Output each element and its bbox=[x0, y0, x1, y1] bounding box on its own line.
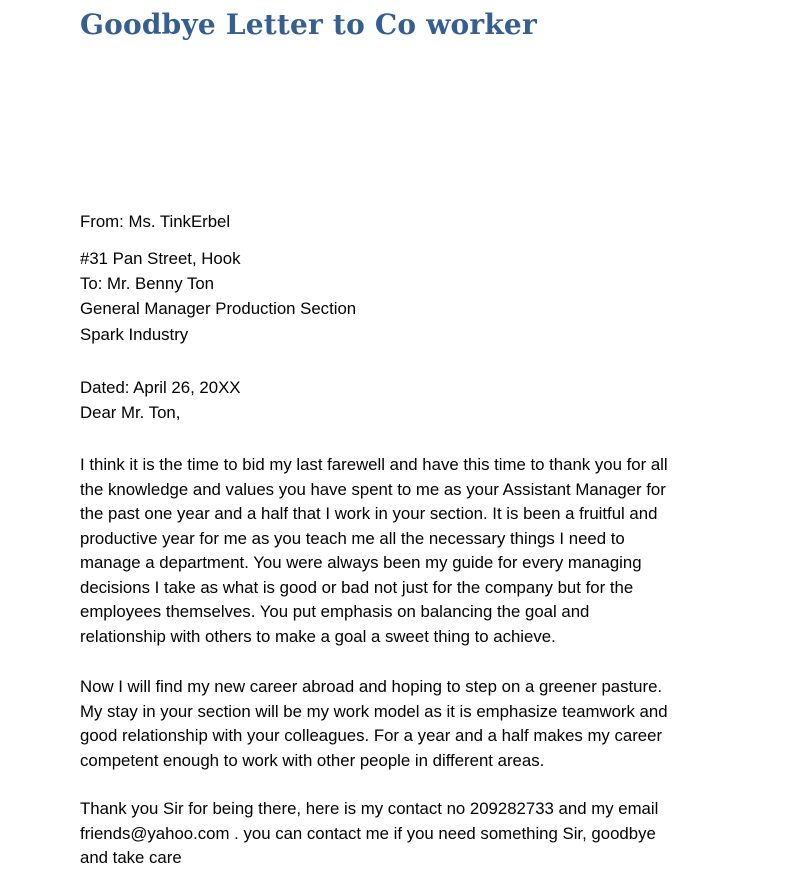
document-title: Goodbye Letter to Co worker bbox=[80, 8, 537, 41]
paragraph-line: relationship with others to make a goal a sweet thing to achieve. bbox=[80, 626, 556, 646]
paragraph-line: employees themselves. You put emphasis on balancing the goal and bbox=[80, 602, 590, 621]
body-paragraph-2 bbox=[80, 675, 720, 773]
body-paragraph-1 bbox=[80, 453, 720, 649]
paragraph-line: the past one year and a half that I work in your section. It is been a fruitful and bbox=[80, 504, 658, 523]
date-line: Dated: April 26, 20XX bbox=[80, 378, 241, 397]
to-line: To: Mr. Benny Ton bbox=[80, 274, 215, 293]
paragraph-line: Now I will find my new career abroad and hoping to step on a greener pasture. bbox=[80, 677, 663, 696]
recipient-title: General Manager Production Section bbox=[80, 299, 357, 318]
paragraph-line: competent enough to work with other people in different areas. bbox=[80, 750, 545, 770]
paragraph-line: My stay in your section will be my work model as it is emphasize teamwork and bbox=[80, 701, 668, 721]
paragraph-line: I think it is the time to bid my last farewell and have this time to thank you for all bbox=[80, 455, 668, 474]
paragraph-line: decisions I take as what is good or bad not just for the company but for the bbox=[80, 577, 634, 597]
sender-address: #31 Pan Street, Hook bbox=[80, 249, 241, 268]
paragraph-line: Thank you Sir for being there, here is my contact no 209282733 and my email bbox=[80, 799, 659, 818]
recipient-company: Spark Industry bbox=[80, 325, 189, 344]
salutation: Dear Mr. Ton, bbox=[80, 403, 181, 422]
from-line: From: Ms. TinkErbel bbox=[80, 212, 231, 231]
paragraph-line: good relationship with your colleagues. For a year and a half makes my career bbox=[80, 726, 663, 745]
paragraph-line: and take care bbox=[80, 848, 182, 867]
paragraph-line: manage a department. You were always been my guide for every managing bbox=[80, 553, 642, 572]
paragraph-line: the knowledge and values you have spent to me as your Assistant Manager for bbox=[80, 479, 666, 499]
paragraph-line: friends@yahoo.com . you can contact me if you need something Sir, goodbye bbox=[80, 823, 656, 843]
closing-paragraph bbox=[80, 797, 720, 871]
paragraph-line: productive year for me as you teach me all the necessary things I need to bbox=[80, 528, 625, 548]
